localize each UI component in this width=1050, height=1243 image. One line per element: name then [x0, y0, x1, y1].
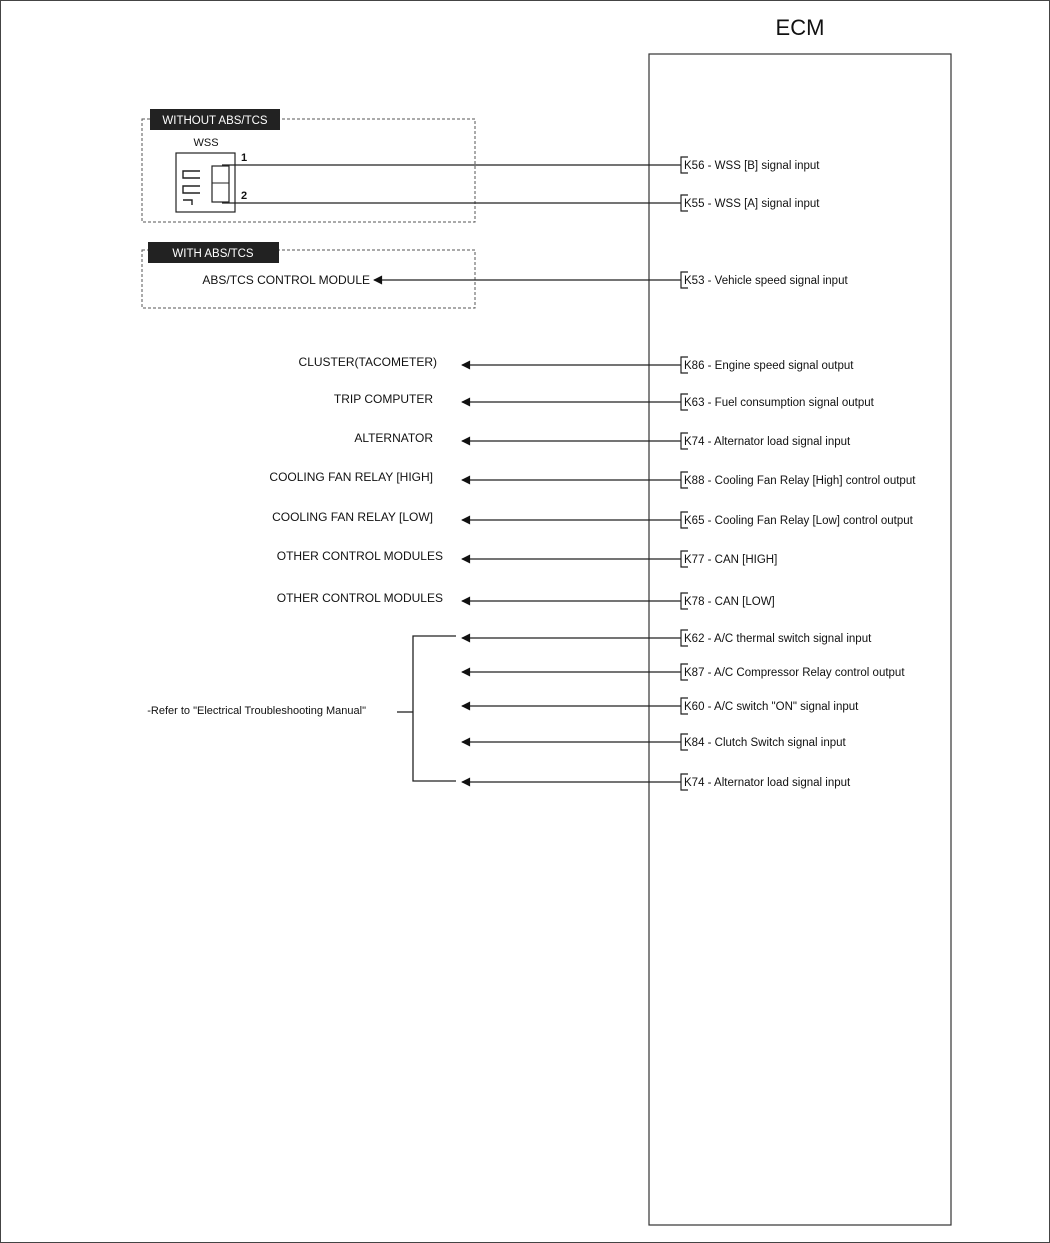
- ecm-pin-output-5-label: K65 - Cooling Fan Relay [Low] control output: [684, 515, 913, 527]
- without-abs-tcs-tag-text: WITHOUT ABS/TCS: [162, 115, 268, 127]
- destination-label-6: OTHER CONTROL MODULES: [276, 549, 443, 563]
- ecm-pin-refer-3-label: K60 - A/C switch "ON" signal input: [684, 701, 859, 713]
- refer-bracket: [413, 636, 456, 781]
- without-abs-tcs-group: [142, 109, 681, 222]
- ecm-pin-refer-4-label: K84 - Clutch Switch signal input: [684, 737, 846, 749]
- ecm-pin-output-4-label: K88 - Cooling Fan Relay [High] control output: [684, 475, 916, 487]
- destination-label-3: ALTERNATOR: [354, 431, 433, 445]
- ecm-pin-output-7-label: K78 - CAN [LOW]: [684, 596, 775, 608]
- output-signals: [269, 355, 681, 605]
- with-abs-tcs-group: [142, 242, 681, 308]
- destination-label-7: OTHER CONTROL MODULES: [276, 591, 443, 605]
- ecm-pin-output-1-label: K86 - Engine speed signal output: [684, 360, 854, 372]
- with-abs-tcs-tag-text: WITH ABS/TCS: [172, 248, 254, 260]
- ecm-pin-labels: [681, 157, 916, 790]
- ecm-pin-wss-2-label: K55 - WSS [A] signal input: [684, 198, 820, 210]
- abs-tcs-control-module-label: ABS/TCS CONTROL MODULE: [202, 273, 370, 287]
- ecm-title: ECM: [775, 15, 825, 40]
- wss-pin-2-number: 2: [241, 190, 248, 202]
- destination-label-4: COOLING FAN RELAY [HIGH]: [269, 470, 433, 484]
- ecm-pin-wss-1-label: K56 - WSS [B] signal input: [684, 160, 820, 172]
- wss-pin-1-number: 1: [241, 152, 248, 164]
- ecm-pin-output-2-label: K63 - Fuel consumption signal output: [684, 397, 874, 409]
- destination-label-2: TRIP COMPUTER: [333, 392, 433, 406]
- ecm-pin-refer-1-label: K62 - A/C thermal switch signal input: [684, 633, 872, 645]
- wss-label: WSS: [193, 137, 219, 149]
- refer-manual-note: -Refer to "Electrical Troubleshooting Manual": [147, 705, 366, 717]
- ecm-pin-output-6-label: K77 - CAN [HIGH]: [684, 554, 778, 566]
- destination-label-1: CLUSTER(TACOMETER): [298, 355, 437, 369]
- refer-manual-group: [147, 636, 681, 782]
- ecm-pin-refer-2-label: K87 - A/C Compressor Relay control output: [684, 667, 905, 679]
- ecm-pin-vehicle-speed-label: K53 - Vehicle speed signal input: [684, 275, 848, 287]
- ecm-pin-output-3-label: K74 - Alternator load signal input: [684, 436, 851, 448]
- destination-label-5: COOLING FAN RELAY [LOW]: [272, 510, 433, 524]
- ecm-pin-refer-5-label: K74 - Alternator load signal input: [684, 777, 851, 789]
